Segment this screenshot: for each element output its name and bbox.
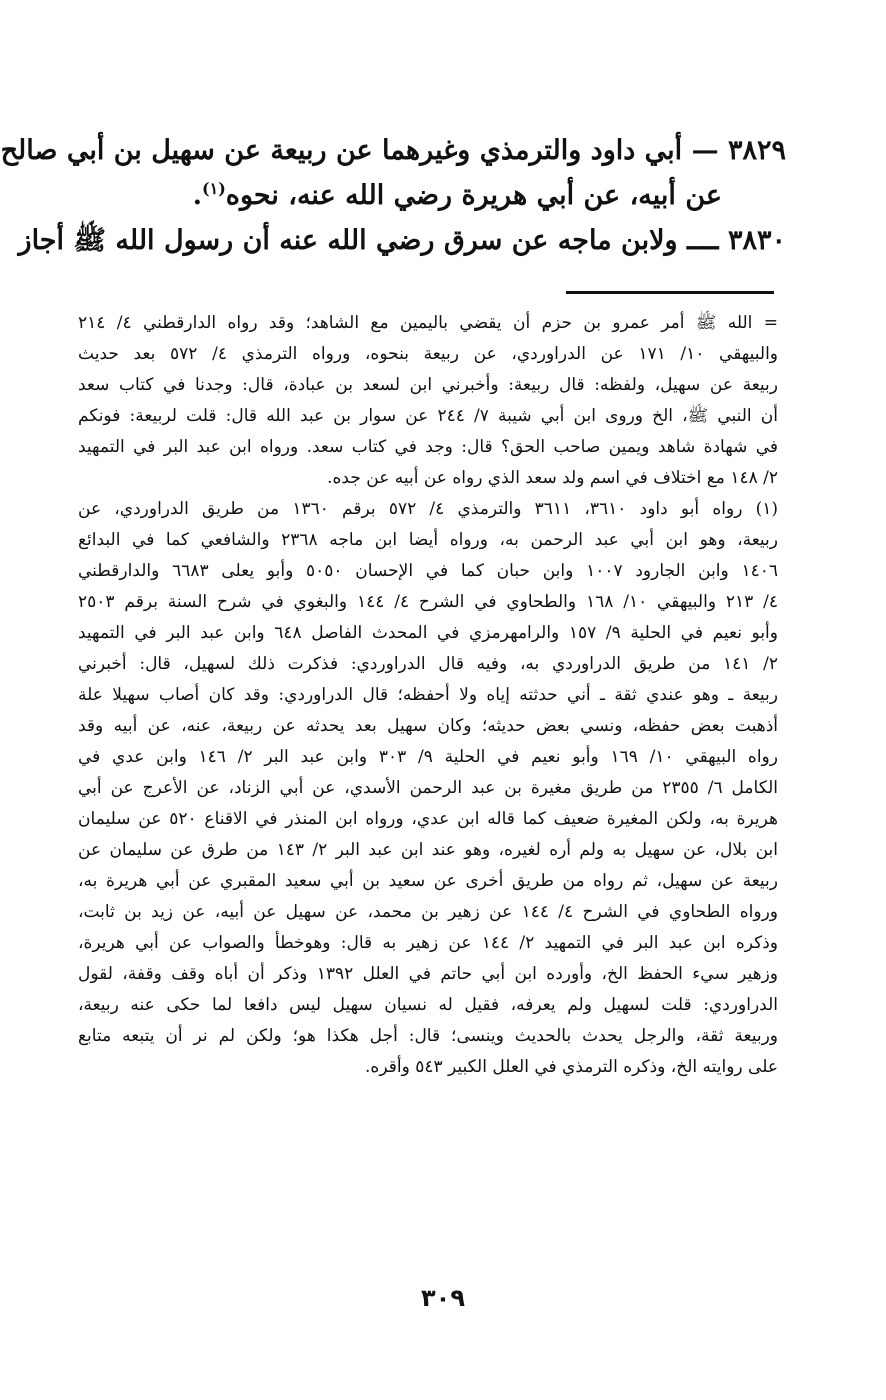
footnote-line: وزهير سيء الحفظ الخ، وأورده ابن أبي حاتم في العلل ١٣٩٢ وذكر أن أباه وقف وقفة، لقول <box>78 964 778 984</box>
footnote-line: ٤/ ٢١٣ والبيهقي ١٠/ ١٦٨ والطحاوي في الشرح ٤/ ١٤٤ والبغوي في شرح السنة برقم ٢٥٠٣ <box>78 592 779 612</box>
footnote-line: (١) رواه أبو داود ٣٦١٠، ٣٦١١ والترمذي ٤/ ٥٧٢ برقم ١٣٦٠ من طريق الدراوردي، عن <box>78 499 779 519</box>
footnote-line: ربيعة عن سهيل، ثم رواه من طريق أخرى عن سعيد بن أبي سعيد المقبري عن أبي هريرة به، <box>78 871 778 891</box>
footnote-line: والبيهقي ١٠/ ١٧١ عن الدراوردي، عن ربيعة بنحوه، ورواه الترمذي ٤/ ٥٧٢ بعد حديث <box>78 344 779 364</box>
footnote-line: ربيعة عن سهيل، ولفظه: قال ربيعة: وأخبرني ابن لسعد بن عبادة، قال: وجدنا في كتاب سعد <box>78 375 778 395</box>
footnote-line: الدراوردي: قلت لسهيل ولم يعرفه، فقيل له نسيان سهيل ليس دافعا لما حكى عنه ربيعة، <box>78 995 778 1015</box>
footnote-line: ربيعة، وهو ابن أبي عبد الرحمن به، ورواه أيضا ابن ماجه ٢٣٦٨ والشافعي كما في البدائع <box>78 530 778 550</box>
footnote-line: على روايته الخ، وذكره الترمذي في العلل الكبير ٥٤٣ وأقره. <box>365 1057 778 1077</box>
footnote-line: رواه البيهقي ١٠/ ١٦٩ وأبو نعيم في الحلية ٩/ ٣٠٣ وابن عبد البر ٢/ ١٤٦ وابن عدي في <box>78 747 778 767</box>
footnote-separator <box>566 291 774 294</box>
footnote-line: الكامل ٦/ ٢٣٥٥ من طريق مغيرة بن عبد الرحمن الأسدي، عن أبي الزناد، عن الأعرج عن أبي <box>78 778 778 798</box>
main-line-hadith-3830 <box>18 218 786 263</box>
footnote-line: في شهادة شاهد ويمين صاحب الحق؟ قال: وجد في كتاب سعد. ورواه ابن عبد البر في التمهيد <box>78 437 778 457</box>
footnote-line: ربيعة ـ وهو عندي ثقة ـ أني حدثته إياه ولا أحفظه؛ قال الدراوردي: وقد كان أصاب سهيلا علة <box>78 685 778 705</box>
footnote-line: ٢/ ١٤١ من طريق الدراوردي به، وفيه قال الدراوردي: فذكرت ذلك لسهيل، قال: أخبرني <box>78 654 778 674</box>
footnote-line: أن النبي ﷺ، الخ وروى ابن أبي شيبة ٧/ ٢٤٤ عن سوار بن عبد الله قال: قلت لربيعة: فونكم <box>78 406 778 426</box>
footnote-line: هريرة به، ولكن المغيرة ضعيف كما قاله ابن عدي، ورواه ابن المنذر في الاقناع ٥٢٠ عن سليمان <box>78 809 778 829</box>
footnote-line: ورواه الطحاوي في الشرح ٤/ ١٤٤ عن زهير بن محمد، عن سهيل عن أبيه، عن زيد بن ثابت، <box>78 902 778 922</box>
footnote-reference: (١) <box>202 179 226 198</box>
main-text-block <box>0 128 786 263</box>
footnotes-block <box>78 308 778 1083</box>
footnote-line: = الله ﷺ أمر عمرو بن حزم أن يقضي باليمين مع الشاهد؛ وقد رواه الدارقطني ٤/ ٢١٤ <box>78 313 778 333</box>
footnote-line: ابن بلال، عن سهيل به ولم أره لغيره، وهو عند ابن عبد البر ٢/ ١٤٣ من طرق عن سليمان عن <box>78 840 778 860</box>
main-line-continuation <box>96 173 786 218</box>
footnote-line: وربيعة ثقة، والرجل يحدث بالحديث وينسى؛ قال: أجل هكذا هو؛ ولكن لم نر أن يتبعه متابع <box>78 1026 778 1046</box>
main-line-end: . <box>192 180 203 211</box>
footnote-line: وأبو نعيم في الحلية ٩/ ١٥٧ والرامهرمزي في المحدث الفاصل ٦٤٨ وابن عبد البر في التمهيد <box>78 623 778 643</box>
footnote-line: ١٤٠٦ وابن الجارود ١٠٠٧ وابن حبان كما في الإحسان ٥٠٥٠ وأبو يعلى ٦٦٨٣ والدارقطني <box>78 561 779 581</box>
footnote-line: أذهبت بعض حفظه، ونسي بعض حديثه؛ وكان سهيل بعد يحدثه عن ربيعة، عنه، عن أبيه وقد <box>78 716 778 736</box>
main-line-text: عن أبيه، عن أبي هريرة رضي الله عنه، نحوه <box>225 180 722 211</box>
main-line-text: ٣٨٣٠ ــــ ولابن ماجه عن سرق رضي الله عنه أن رسول الله ﷺ أجاز <box>18 225 786 256</box>
page-number: ٣٠٩ <box>421 1284 465 1312</box>
main-line-hadith-3829 <box>0 128 786 173</box>
main-line-text: ٣٨٢٩ — أبي داود والترمذي وغيرهما عن ربيعة عن سهيل بن أبي صالح <box>0 135 786 166</box>
footnote-line: وذكره ابن عبد البر في التمهيد ٢/ ١٤٤ عن زهير به قال: وهوخطأ والصواب عن أبي هريرة، <box>78 933 778 953</box>
footnote-line: ٢/ ١٤٨ مع اختلاف في اسم ولد سعد الذي رواه عن أبيه عن جده. <box>327 468 778 488</box>
